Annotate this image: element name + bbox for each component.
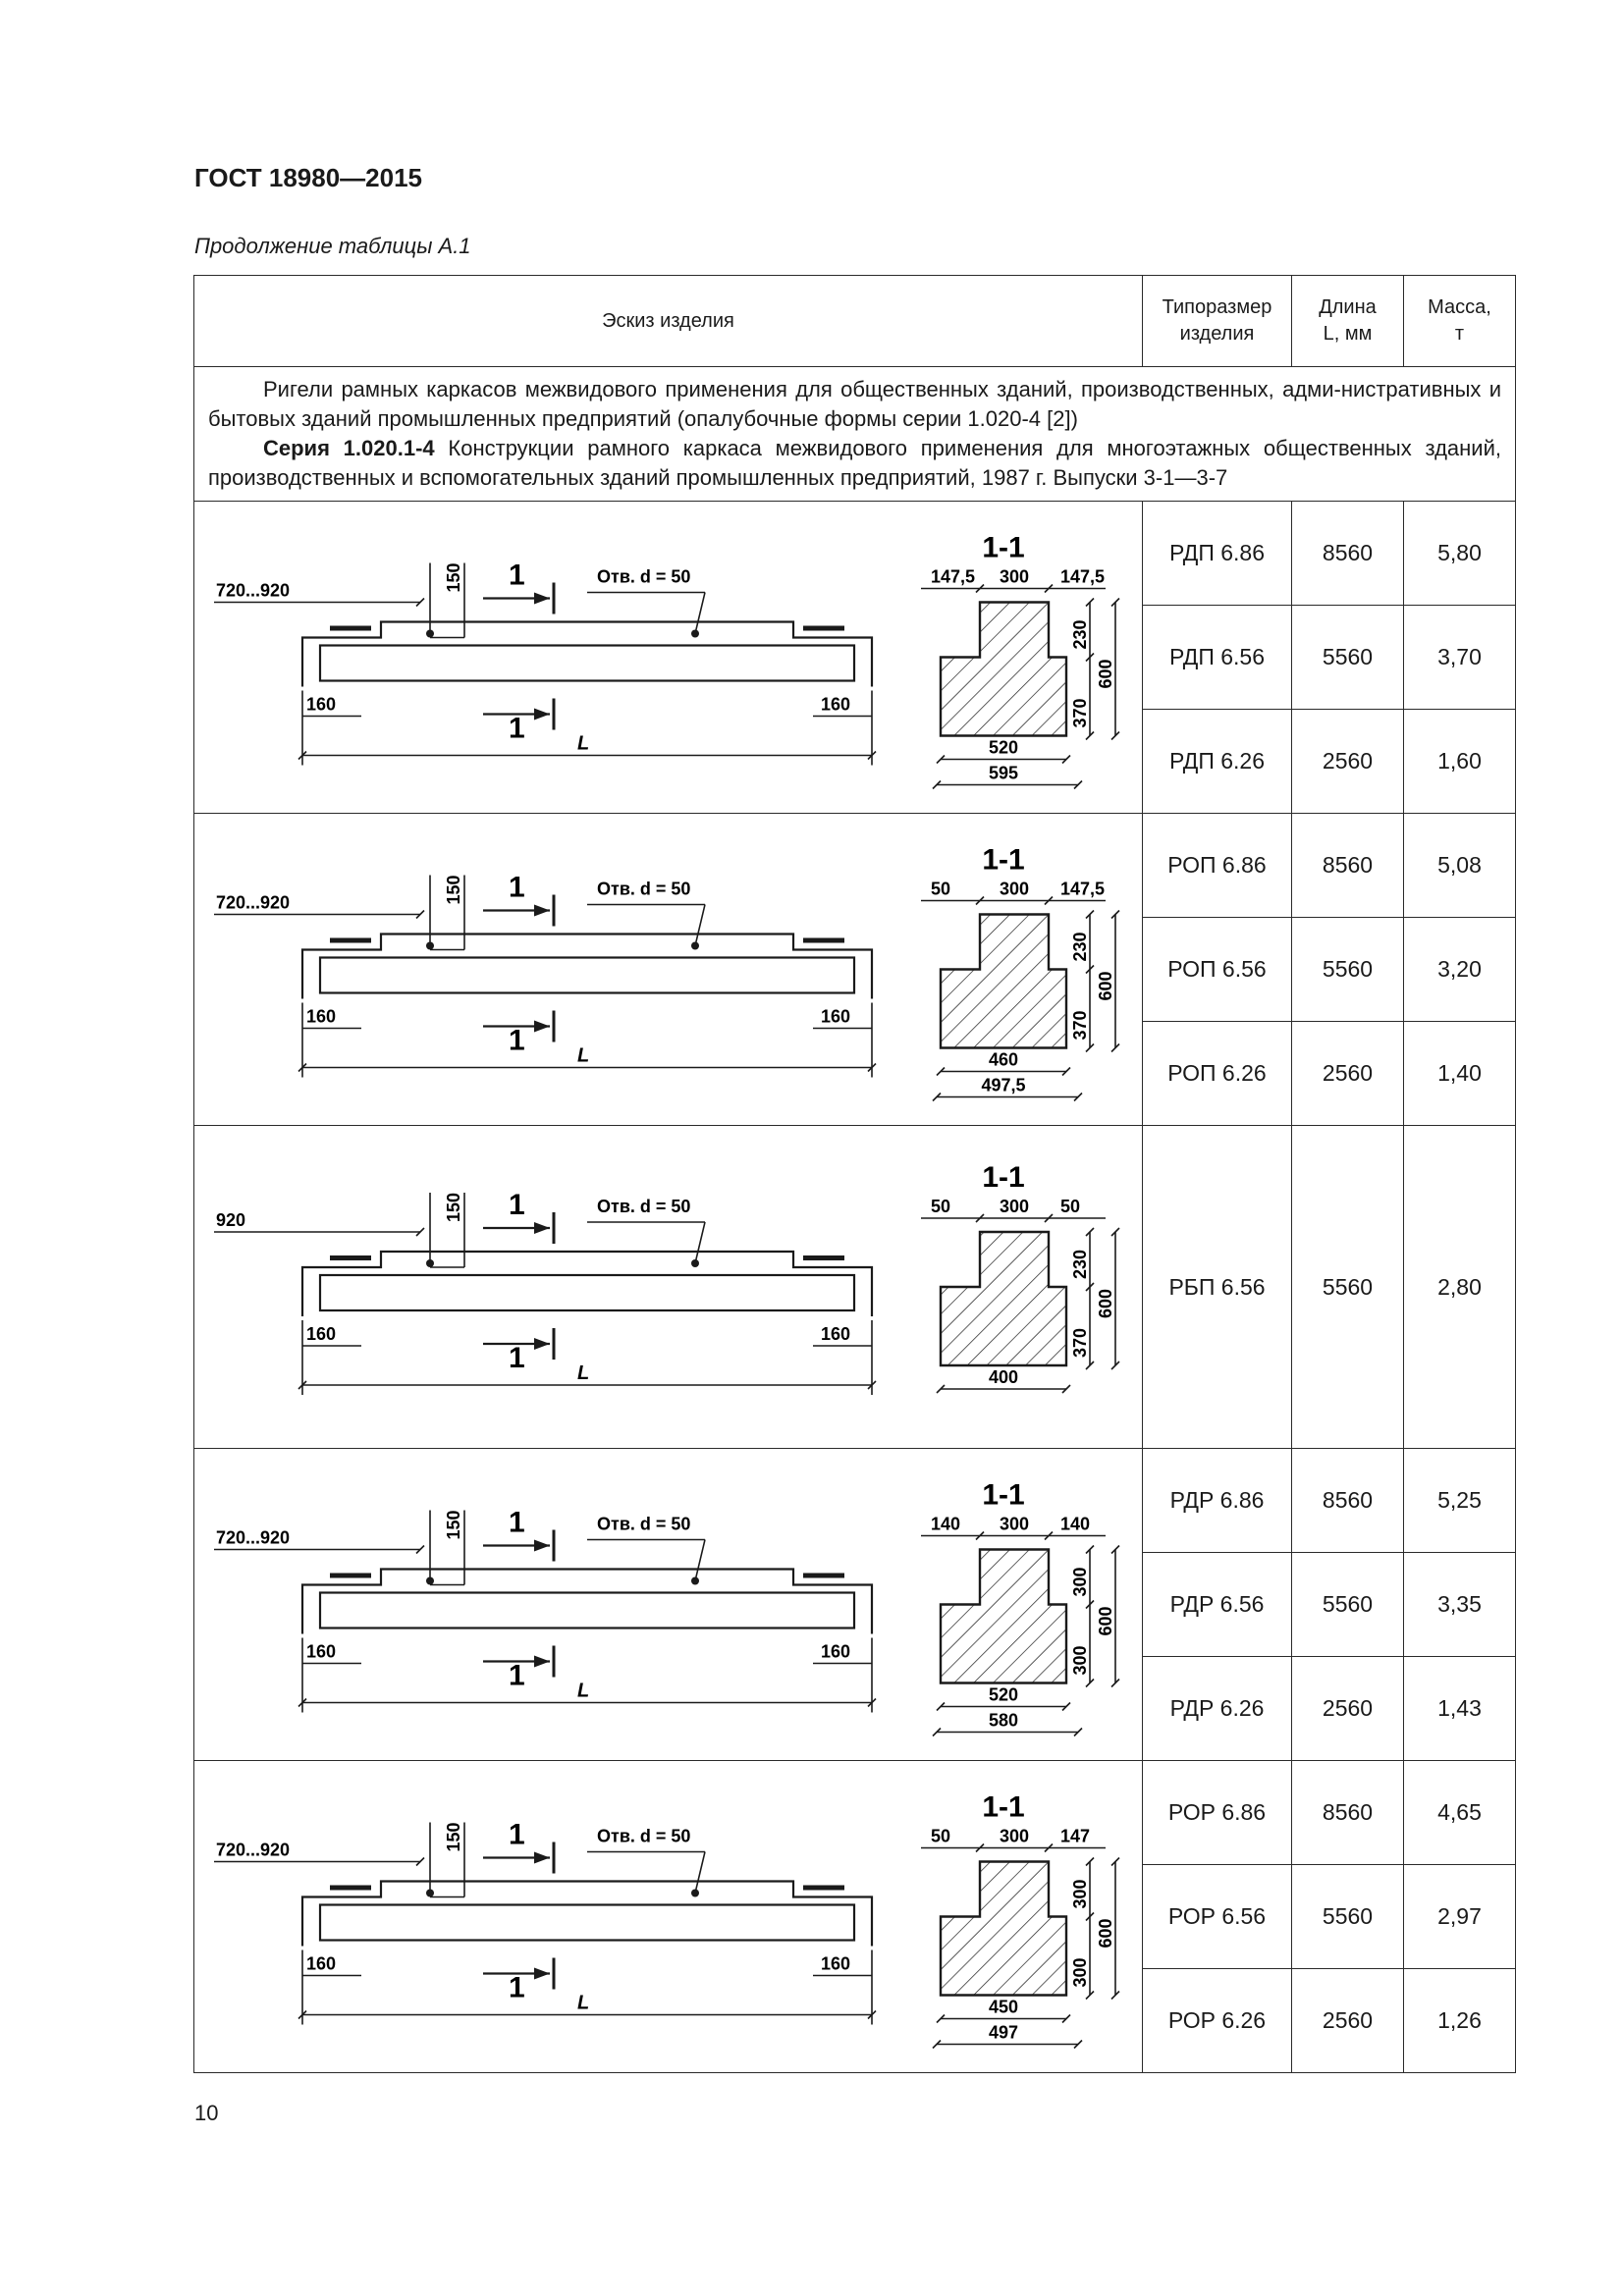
header-mass xyxy=(1404,276,1516,367)
length-cell: 5560 xyxy=(1292,1865,1404,1969)
section-top-right-dim: 50 xyxy=(1060,1197,1081,1216)
beam-elevation xyxy=(214,1189,876,1395)
section-lower-dim: 300 xyxy=(1070,1957,1090,1988)
header-mass-line1: Масса, xyxy=(1428,296,1491,318)
end-zone-dim: 720...920 xyxy=(216,580,291,601)
section-cut-top: 1 xyxy=(509,871,525,904)
section-cut-bottom: 1 xyxy=(509,712,525,745)
hole-label: Отв. d = 50 xyxy=(597,1826,691,1846)
length-label: L xyxy=(577,1044,590,1067)
end-zone-dim: 920 xyxy=(216,1210,246,1230)
section-cut-top: 1 xyxy=(509,1189,525,1221)
group-title: Ригели рамных каркасов межвидового применения для общественных зданий, производственных, адми-нистративных и бытовых зданий промышленных предприятий (опалубочные формы серии 1.020-4 [2]) xyxy=(208,377,1501,431)
sketch-cell xyxy=(194,502,1143,814)
support-right-dim: 160 xyxy=(821,1324,851,1344)
end-zone-dim: 720...920 xyxy=(216,1840,291,1860)
support-right-dim: 160 xyxy=(821,1641,851,1662)
beam-elevation xyxy=(214,560,876,766)
header-row xyxy=(194,276,1516,367)
section-total-dim: 600 xyxy=(1096,659,1115,689)
length-cell: 5560 xyxy=(1292,918,1404,1022)
section-bottom-outer-dim: 595 xyxy=(988,763,1019,783)
section-cut-bottom: 1 xyxy=(509,1659,525,1692)
section-lower-dim: 300 xyxy=(1070,1645,1090,1676)
section-title: 1-1 xyxy=(982,1478,1025,1512)
table-caption: Продолжение таблицы А.1 xyxy=(194,234,471,258)
size-cell: РДП 6.56 xyxy=(1143,606,1292,710)
section-cut-bottom: 1 xyxy=(509,1971,525,2004)
support-left-dim: 160 xyxy=(306,1006,337,1027)
length-cell: 8560 xyxy=(1292,1449,1404,1553)
hole-label: Отв. d = 50 xyxy=(597,1514,691,1534)
section-top-right-dim: 147 xyxy=(1060,1826,1091,1846)
group-row xyxy=(194,367,1516,502)
cross-section xyxy=(921,1479,1119,1736)
mass-cell: 2,97 xyxy=(1404,1865,1516,1969)
series-number: Серия 1.020.1-4 xyxy=(263,436,435,460)
table-row xyxy=(194,1126,1516,1449)
section-bottom-outer-dim: 497 xyxy=(988,2022,1019,2043)
support-right-dim: 160 xyxy=(821,1006,851,1027)
section-upper-dim: 300 xyxy=(1070,1567,1090,1597)
header-size xyxy=(1143,276,1292,367)
support-left-dim: 160 xyxy=(306,1641,337,1662)
section-top-right-dim: 147,5 xyxy=(1060,879,1106,899)
beam-sketch xyxy=(194,1451,1143,1758)
section-cut-top: 1 xyxy=(509,1506,525,1539)
length-label: L xyxy=(577,1680,590,1702)
height-dim: 150 xyxy=(444,875,463,905)
length-cell: 8560 xyxy=(1292,1761,1404,1865)
section-upper-dim: 230 xyxy=(1070,932,1090,962)
mass-cell: 3,70 xyxy=(1404,606,1516,710)
group-description xyxy=(194,367,1516,502)
header-length xyxy=(1292,276,1404,367)
length-cell: 8560 xyxy=(1292,502,1404,606)
length-cell: 8560 xyxy=(1292,814,1404,918)
header-length-line2: L, мм xyxy=(1323,323,1373,345)
document-title: ГОСТ 18980—2015 xyxy=(194,163,422,192)
section-lower-dim: 370 xyxy=(1070,1010,1090,1041)
size-cell: РБП 6.56 xyxy=(1143,1126,1292,1449)
size-cell: РОП 6.56 xyxy=(1143,918,1292,1022)
mass-cell: 2,80 xyxy=(1404,1126,1516,1449)
mass-cell: 5,25 xyxy=(1404,1449,1516,1553)
section-bottom-inner-dim: 450 xyxy=(988,1997,1019,2017)
sketch-cell xyxy=(194,1126,1143,1449)
section-cut-top: 1 xyxy=(509,559,525,592)
cross-section xyxy=(921,532,1119,789)
section-top-left-dim: 50 xyxy=(931,879,951,899)
end-zone-dim: 720...920 xyxy=(216,1527,291,1548)
sketch-cell xyxy=(194,1449,1143,1761)
support-left-dim: 160 xyxy=(306,1324,337,1344)
section-top-mid-dim: 300 xyxy=(999,1197,1030,1216)
beam-sketch xyxy=(194,1763,1143,2070)
beam-sketch xyxy=(194,1127,1143,1447)
header-size-line2: изделия xyxy=(1179,323,1255,345)
cross-section xyxy=(921,1791,1119,2049)
section-bottom-outer-dim: 580 xyxy=(988,1710,1019,1731)
section-title: 1-1 xyxy=(982,1790,1025,1824)
section-top-mid-dim: 300 xyxy=(999,1514,1030,1534)
beam-elevation xyxy=(214,872,876,1078)
length-label: L xyxy=(577,1362,590,1384)
support-left-dim: 160 xyxy=(306,1953,337,1974)
length-cell: 2560 xyxy=(1292,1022,1404,1126)
table-row xyxy=(194,1449,1516,1553)
mass-cell: 5,80 xyxy=(1404,502,1516,606)
mass-cell: 3,35 xyxy=(1404,1553,1516,1657)
section-upper-dim: 230 xyxy=(1070,1249,1090,1279)
beam-sketch xyxy=(194,816,1143,1123)
section-top-left-dim: 50 xyxy=(931,1197,951,1216)
series-text: Конструкции рамного каркаса межвидового применения для многоэтажных общественных зданий, производственных и вспомогательных зданий промышленных предприятий, 1987 г. Выпуски 3-1—3-7 xyxy=(208,436,1501,490)
section-top-left-dim: 140 xyxy=(931,1514,961,1534)
section-total-dim: 600 xyxy=(1096,1288,1115,1318)
section-total-dim: 600 xyxy=(1096,1606,1115,1636)
hole-label: Отв. d = 50 xyxy=(597,566,691,587)
size-cell: РОП 6.86 xyxy=(1143,814,1292,918)
length-label: L xyxy=(577,1992,590,2014)
section-bottom-inner-dim: 520 xyxy=(988,1684,1019,1705)
mass-cell: 5,08 xyxy=(1404,814,1516,918)
size-cell: РДР 6.56 xyxy=(1143,1553,1292,1657)
section-bottom-inner-dim: 520 xyxy=(988,737,1019,758)
header-size-line1: Типоразмер xyxy=(1162,296,1272,318)
section-cut-bottom: 1 xyxy=(509,1024,525,1057)
support-right-dim: 160 xyxy=(821,694,851,715)
support-right-dim: 160 xyxy=(821,1953,851,1974)
section-bottom-inner-dim: 400 xyxy=(988,1367,1019,1387)
size-cell: РДП 6.26 xyxy=(1143,710,1292,814)
section-upper-dim: 300 xyxy=(1070,1879,1090,1909)
mass-cell: 1,26 xyxy=(1404,1969,1516,2073)
hole-label: Отв. d = 50 xyxy=(597,1197,691,1216)
section-title: 1-1 xyxy=(982,531,1025,564)
end-zone-dim: 720...920 xyxy=(216,892,291,913)
mass-cell: 1,43 xyxy=(1404,1657,1516,1761)
section-title: 1-1 xyxy=(982,1161,1025,1194)
section-top-mid-dim: 300 xyxy=(999,566,1030,587)
height-dim: 150 xyxy=(444,1822,463,1852)
support-left-dim: 160 xyxy=(306,694,337,715)
section-top-mid-dim: 300 xyxy=(999,879,1030,899)
beam-elevation xyxy=(214,1507,876,1713)
height-dim: 150 xyxy=(444,1510,463,1540)
section-cut-bottom: 1 xyxy=(509,1342,525,1374)
section-lower-dim: 370 xyxy=(1070,1327,1090,1358)
size-cell: РДП 6.86 xyxy=(1143,502,1292,606)
length-cell: 5560 xyxy=(1292,1126,1404,1449)
section-top-right-dim: 147,5 xyxy=(1060,566,1106,587)
size-cell: РДР 6.86 xyxy=(1143,1449,1292,1553)
sketch-cell xyxy=(194,814,1143,1126)
section-top-left-dim: 50 xyxy=(931,1826,951,1846)
size-cell: РДР 6.26 xyxy=(1143,1657,1292,1761)
length-cell: 5560 xyxy=(1292,1553,1404,1657)
cross-section xyxy=(921,1161,1119,1393)
section-top-left-dim: 147,5 xyxy=(931,566,976,587)
group-series xyxy=(208,434,1501,493)
table-row xyxy=(194,1761,1516,1865)
size-cell: РОР 6.56 xyxy=(1143,1865,1292,1969)
section-total-dim: 600 xyxy=(1096,971,1115,1001)
size-cell: РОР 6.26 xyxy=(1143,1969,1292,2073)
size-cell: РОР 6.86 xyxy=(1143,1761,1292,1865)
section-title: 1-1 xyxy=(982,843,1025,877)
section-total-dim: 600 xyxy=(1096,1918,1115,1949)
section-bottom-inner-dim: 460 xyxy=(988,1049,1019,1070)
mass-cell: 3,20 xyxy=(1404,918,1516,1022)
hole-label: Отв. d = 50 xyxy=(597,879,691,899)
section-upper-dim: 230 xyxy=(1070,619,1090,650)
section-top-right-dim: 140 xyxy=(1060,1514,1091,1534)
mass-cell: 4,65 xyxy=(1404,1761,1516,1865)
length-cell: 2560 xyxy=(1292,1657,1404,1761)
length-cell: 2560 xyxy=(1292,710,1404,814)
page-number: 10 xyxy=(194,2101,219,2125)
size-cell: РОП 6.26 xyxy=(1143,1022,1292,1126)
table-row xyxy=(194,814,1516,918)
cross-section xyxy=(921,844,1119,1101)
sketch-cell xyxy=(194,1761,1143,2073)
mass-cell: 1,40 xyxy=(1404,1022,1516,1126)
beam-elevation xyxy=(214,1819,876,2025)
header-mass-line2: т xyxy=(1454,323,1465,345)
length-cell: 2560 xyxy=(1292,1969,1404,2073)
header-sketch: Эскиз изделия xyxy=(194,276,1143,367)
length-label: L xyxy=(577,732,590,755)
section-lower-dim: 370 xyxy=(1070,698,1090,728)
table-row xyxy=(194,502,1516,606)
beam-sketch xyxy=(194,504,1143,811)
header-length-line1: Длина xyxy=(1319,296,1377,318)
height-dim: 150 xyxy=(444,1192,463,1222)
section-cut-top: 1 xyxy=(509,1818,525,1851)
length-cell: 5560 xyxy=(1292,606,1404,710)
section-bottom-outer-dim: 497,5 xyxy=(981,1075,1026,1095)
mass-cell: 1,60 xyxy=(1404,710,1516,814)
beam-table xyxy=(193,275,1516,2073)
section-top-mid-dim: 300 xyxy=(999,1826,1030,1846)
height-dim: 150 xyxy=(444,562,463,593)
